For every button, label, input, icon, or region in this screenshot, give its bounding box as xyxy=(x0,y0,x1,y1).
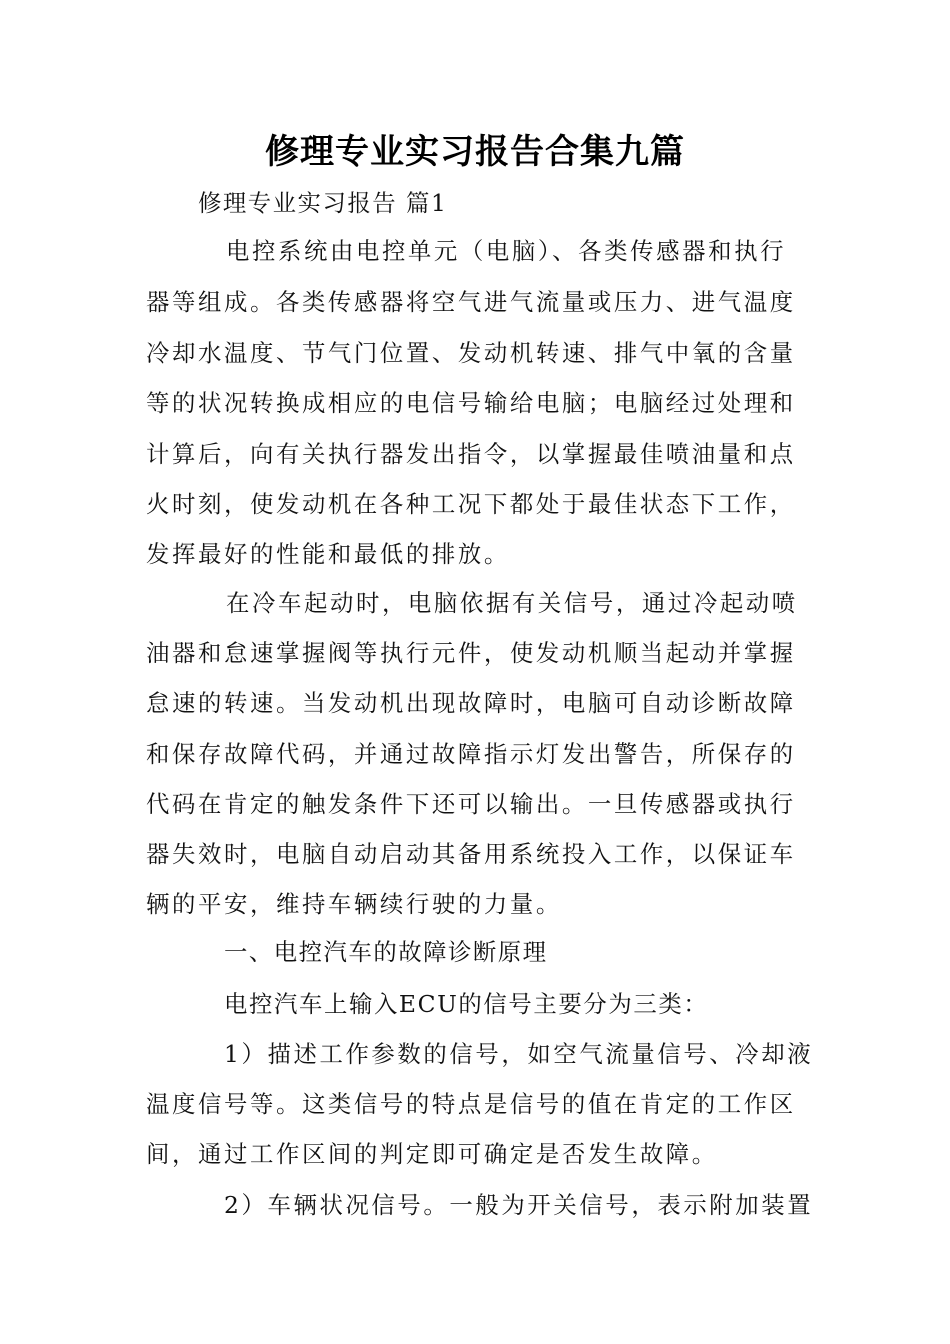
body-line: 怠速的转速。当发动机出现故障时，电脑可自动诊断故障 xyxy=(146,689,796,717)
body-line: 间，通过工作区间的判定即可确定是否发生故障。 xyxy=(146,1140,718,1168)
body-line: 火时刻，使发动机在各种工况下都处于最佳状态下工作， xyxy=(146,490,796,518)
body-line: 冷却水温度、节气门位置、发动机转速、排气中氧的含量 xyxy=(146,339,796,367)
body-line: 辆的平安，维持车辆续行驶的力量。 xyxy=(146,890,562,918)
body-line: 器等组成。各类传感器将空气进气流量或压力、进气温度 xyxy=(146,288,796,316)
body-line: 电控汽车上输入ECU的信号主要分为三类： xyxy=(224,990,709,1018)
body-line: 温度信号等。这类信号的特点是信号的值在肯定的工作区 xyxy=(146,1090,796,1118)
body-line: 在冷车起动时，电脑依据有关信号，通过冷起动喷 xyxy=(226,589,798,617)
section-heading: 修理专业实习报告 篇1 xyxy=(198,189,448,217)
document-title: 修理专业实习报告合集九篇 xyxy=(265,132,685,172)
body-line: 发挥最好的性能和最低的排放。 xyxy=(146,540,510,568)
body-line: 器失效时，电脑自动启动其备用系统投入工作，以保证车 xyxy=(146,840,796,868)
body-line: 油器和怠速掌握阀等执行元件，使发动机顺当起动并掌握 xyxy=(146,639,796,667)
body-line: 和保存故障代码，并通过故障指示灯发出警告，所保存的 xyxy=(146,740,796,768)
section-heading: 一、电控汽车的故障诊断原理 xyxy=(224,938,548,966)
body-line: 代码在肯定的触发条件下还可以输出。一旦传感器或执行 xyxy=(146,790,796,818)
list-item: 1）描述工作参数的信号，如空气流量信号、冷却液 xyxy=(224,1040,814,1068)
body-line: 电控系统由电控单元（电脑）、各类传感器和执行 xyxy=(226,237,787,265)
body-line: 计算后，向有关执行器发出指令，以掌握最佳喷油量和点 xyxy=(146,440,796,468)
body-line: 等的状况转换成相应的电信号输给电脑；电脑经过处理和 xyxy=(146,389,796,417)
list-item: 2）车辆状况信号。一般为开关信号，表示附加装置 xyxy=(224,1191,814,1219)
